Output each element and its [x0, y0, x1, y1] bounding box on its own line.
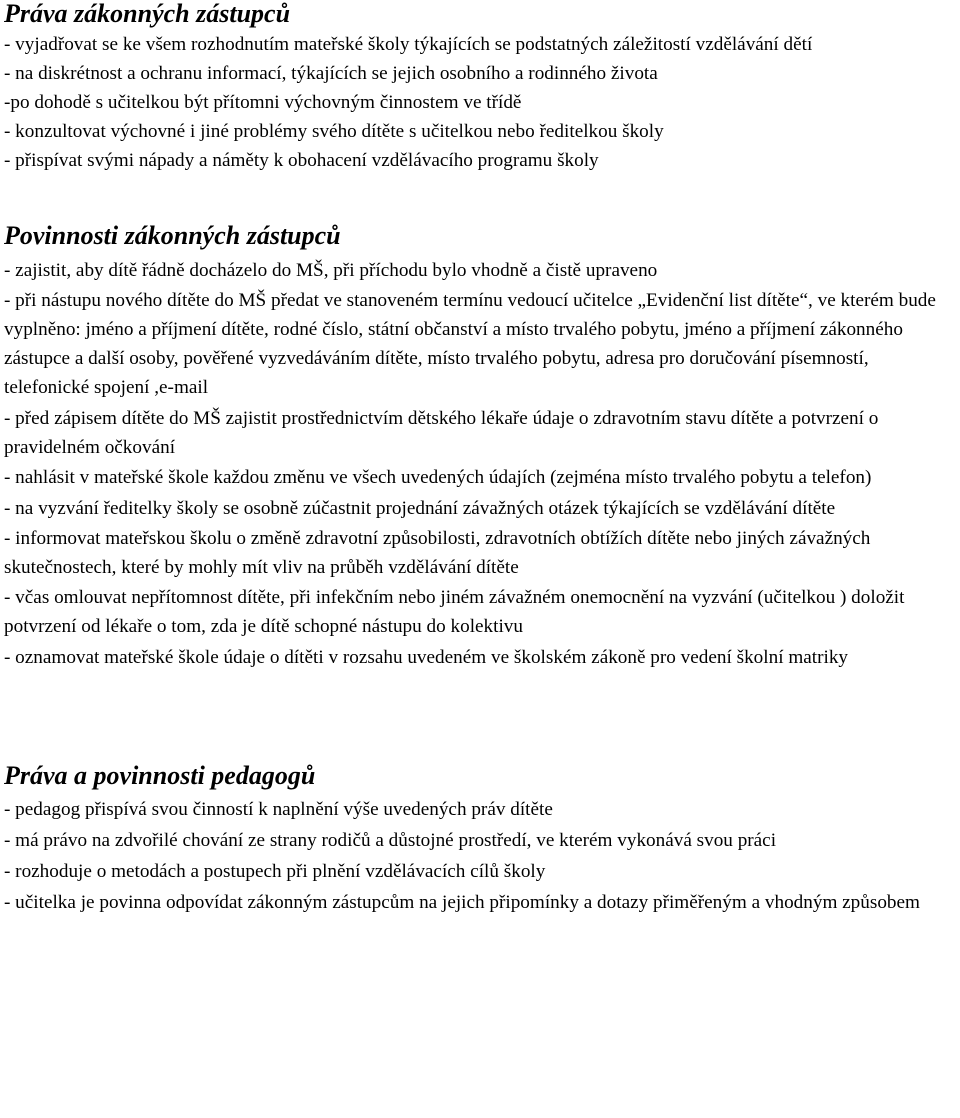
- section-teachers-rights-duties: [4, 762, 956, 917]
- list-item: - na diskrétnost a ochranu informací, týkajících se jejich osobního a rodinného života: [4, 63, 658, 84]
- list-item: - učitelka je povinna odpovídat zákonným zástupcům na jejich připomínky a dotazy přiměřeným a vhodným způsobem: [4, 891, 920, 913]
- section-heading: Práva zákonných zástupců: [4, 0, 291, 28]
- list-item: -po dohodě s učitelkou být přítomni výchovným činnostem ve třídě: [4, 92, 522, 113]
- list-item: - vyjadřovat se ke všem rozhodnutím mateřské školy týkajících se podstatných záležitostí vzdělávání dětí: [4, 34, 813, 55]
- list-item: - při nástupu nového dítěte do MŠ předat ve stanoveném termínu vedoucí učitelce „Evidenční list dítěte“, ve kterém bude vyplněno: jméno a příjmení dítěte, rodné číslo, státní občanství a místo trvalého pobytu, jméno a příjmení zákonného zástupce a další osoby, pověřené vyzvedáváním dítěte, místo trvalého pobytu, adresa pro doručování písemností, telefonické spojení ,e-mail: [4, 290, 936, 399]
- list-item: - oznamovat mateřské škole údaje o dítěti v rozsahu uvedeném ve školském zákoně pro vedení školní matriky: [4, 646, 849, 668]
- section-heading: Práva a povinnosti pedagogů: [4, 760, 316, 790]
- list-item: - před zápisem dítěte do MŠ zajistit prostřednictvím dětského lékaře údaje o zdravotním stavu dítěte a potvrzení o pravidelném očkování: [4, 407, 879, 458]
- list-item: - konzultovat výchovné i jiné problémy svého dítěte s učitelkou nebo ředitelkou školy: [4, 121, 664, 142]
- section-heading: Povinnosti zákonných zástupců: [4, 221, 341, 250]
- list-item: - pedagog přispívá svou činností k naplnění výše uvedených práv dítěte: [4, 798, 553, 820]
- list-item: - na vyzvání ředitelky školy se osobně zúčastnit projednání závažných otázek týkajících se vzdělávání dítěte: [4, 497, 836, 519]
- list-item: - zajistit, aby dítě řádně docházelo do MŠ, při příchodu bylo vhodně a čistě upraveno: [4, 260, 658, 281]
- list-item: - přispívat svými nápady a náměty k obohacení vzdělávacího programu školy: [4, 150, 599, 171]
- document-page: [4, 0, 956, 919]
- list-item: - včas omlouvat nepřítomnost dítěte, při infekčním nebo jiném závažném onemocnění na vyzvání (učitelkou ) doložit potvrzení od lékaře o tom, zda je dítě schopné nástupu do kolektivu: [4, 587, 905, 638]
- section-parents-duties: [4, 222, 956, 672]
- list-item: - nahlásit v mateřské škole každou změnu ve všech uvedených údajích (zejména místo trvalého pobytu a telefon): [4, 467, 872, 489]
- list-item: - informovat mateřskou školu o změně zdravotní způsobilosti, zdravotních obtížích dítěte nebo jiných závažných skutečnostech, které by mohly mít vliv na průběh vzdělávání dítěte: [4, 527, 871, 578]
- section-parents-rights: [4, 0, 956, 175]
- list-item: - má právo na zdvořilé chování ze strany rodičů a důstojné prostředí, ve kterém vykonává svou práci: [4, 829, 777, 851]
- list-item: - rozhoduje o metodách a postupech při plnění vzdělávacích cílů školy: [4, 860, 546, 882]
